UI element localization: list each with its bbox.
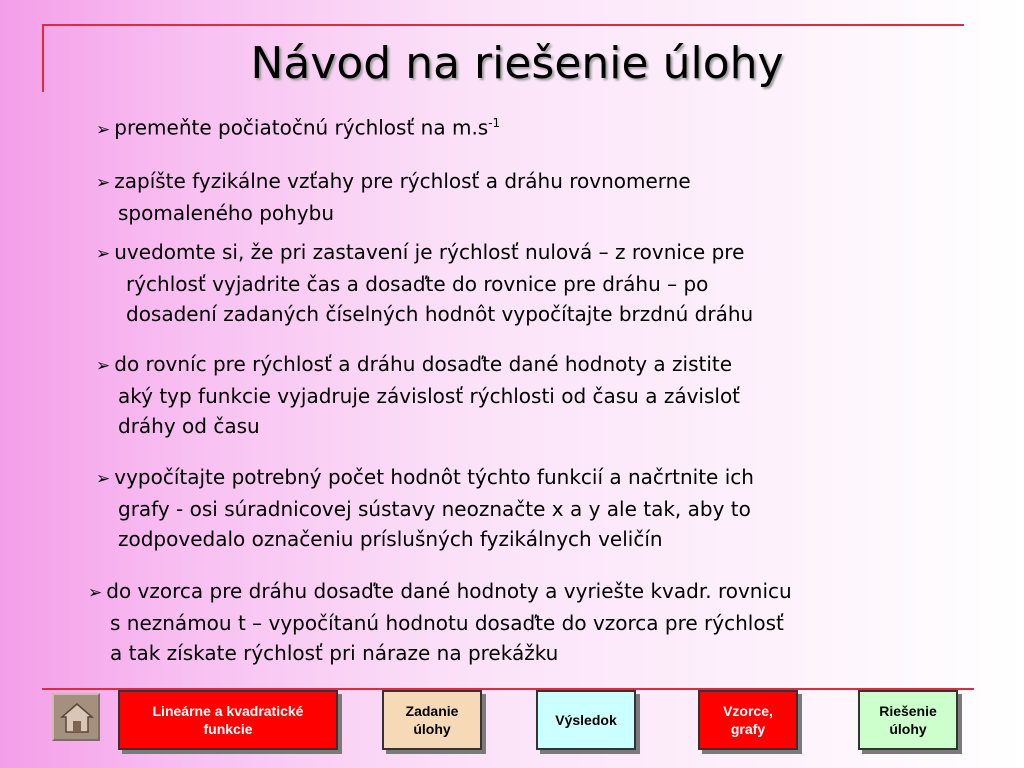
bullet-item-1: ➢ premeňte počiatočnú rýchlosť na $m.s^{-1}$ [96, 115, 501, 140]
nav-button-solution[interactable]: Riešenie úlohy [858, 690, 958, 750]
bullet-item-4: ➢ do rovníc pre rýchlosť a dráhu dosaďte dané hodnoty a zistite aký typ funkcie vyjadruje závislosť rýchlosti od času a závisloť dráhy od času [96, 352, 741, 438]
bullet-arrow-icon: ➢ [96, 244, 111, 264]
bullet-item-5: ➢ vypočítajte potrebný počet hodnôt týchto funkcií a načrtnite ich grafy - osi súradnicovej sústavy neoznačte x a y ale tak, aby to zodpovedalo označeniu príslušných fyzikálnych veličín [96, 465, 754, 551]
bullet-item-6: ➢ do vzorca pre dráhu dosaďte dané hodnoty a vyriešte kvadr. rovnicu s neznámou t – vypočítanú hodnotu dosaďte do vzorca pre rýchlosť a tak získate rýchlosť pri náraze na prekážku [88, 579, 792, 665]
slide-title: Návod na riešenie úlohy [250, 38, 784, 89]
bullet-item-2: ➢ zapíšte fyzikálne vzťahy pre rýchlosť a dráhu rovnomerne spomaleného pohybu [96, 169, 691, 225]
nav-button-linear-quadratic-functions[interactable]: Lineárne a kvadratické funkcie [118, 690, 338, 750]
bullet-arrow-icon: ➢ [96, 173, 111, 193]
bullet-arrow-icon: ➢ [96, 469, 111, 489]
home-button[interactable] [52, 693, 100, 741]
bullet-arrow-icon: ➢ [96, 356, 111, 376]
frame-top-line [42, 24, 964, 26]
bullet-arrow-icon: ➢ [96, 119, 111, 140]
nav-button-task-assignment[interactable]: Zadanie úlohy [382, 690, 482, 750]
nav-button-result[interactable]: Výsledok [536, 690, 636, 750]
nav-button-formulas-graphs[interactable]: Vzorce, grafy [698, 690, 798, 750]
bullet-arrow-icon: ➢ [88, 583, 103, 603]
house-icon [60, 701, 94, 735]
bullet-item-3: ➢ uvedomte si, že pri zastavení je rýchlosť nulová – z rovnice pre rýchlosť vyjadrite čas a dosaďte do rovnice pre dráhu – po dosadení zadaných číselných hodnôt vypočítajte brzdnú dráhu [96, 240, 754, 326]
